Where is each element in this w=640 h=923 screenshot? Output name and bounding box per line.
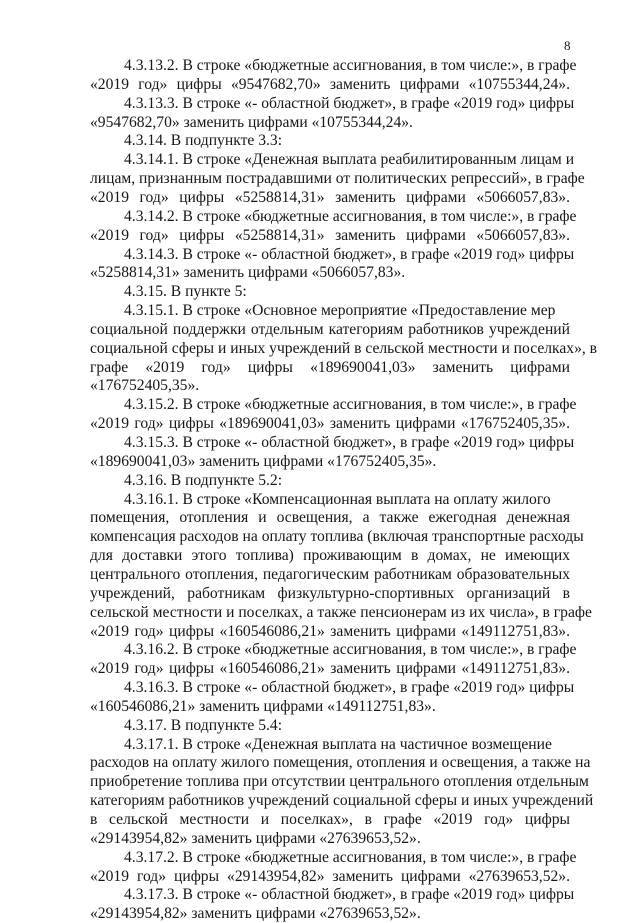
text-line: «189690041,03» заменить цифрами «176752405,35». bbox=[90, 452, 437, 470]
text-line: компенсация расходов на оплату топлива (включая транспортные расходы bbox=[90, 528, 584, 546]
text-line: сельской местности и поселках, а также пенсионерам из их числа», в графе bbox=[90, 603, 592, 621]
text-line: приобретение топлива при отсутствии центрального отопления отдельным bbox=[90, 773, 589, 791]
text-line: расходов на оплату жилого помещения, отопления и освещения, а также на bbox=[90, 754, 591, 772]
text-line: учреждений, работникам физкультурно-спортивных организаций в bbox=[90, 584, 570, 602]
text-line: помещения, отопления и освещения, а также ежегодная денежная bbox=[90, 509, 570, 527]
text-line: «2019 год» цифры «160546086,21» заменить цифрами «149112751,83». bbox=[90, 622, 570, 640]
text-line: «2019 год» цифры «189690041,03» заменить цифрами «176752405,35». bbox=[90, 415, 570, 433]
text-line: 4.3.14.3. В строке «- областной бюджет», в графе «2019 год» цифры bbox=[124, 245, 575, 263]
text-line: «160546086,21» заменить цифрами «149112751,83». bbox=[90, 697, 436, 715]
text-line: «2019 год» цифры «160546086,21» заменить цифрами «149112751,83». bbox=[90, 660, 570, 678]
text-line: «29143954,82» заменить цифрами «27639653,52». bbox=[90, 905, 421, 923]
text-line: 4.3.13.2. В строке «бюджетные ассигнования, в том числе:», в графе bbox=[124, 57, 577, 74]
text-line: «5258814,31» заменить цифрами «5066057,83». bbox=[90, 264, 406, 282]
text-line: 4.3.17.3. В строке «- областной бюджет», в графе «2019 год» цифры bbox=[124, 886, 575, 904]
text-line: для доставки этого топлива) проживающим в домах, не имеющих bbox=[90, 547, 570, 565]
text-line: «2019 год» цифры «5258814,31» заменить цифрами «5066057,83». bbox=[90, 226, 570, 244]
text-line: 4.3.17.1. В строке «Денежная выплата на частичное возмещение bbox=[124, 735, 552, 753]
text-line: 4.3.17. В подпункте 5.4: bbox=[124, 716, 283, 734]
text-line: 4.3.17.2. В строке «бюджетные ассигнования, в том числе:», в графе bbox=[124, 848, 577, 866]
text-line: лицам, признанным пострадавшими от политических репрессий», в графе bbox=[90, 170, 585, 188]
page-number: 8 bbox=[564, 38, 571, 53]
text-line: 4.3.16. В подпункте 5.2: bbox=[124, 471, 283, 489]
text-line: 4.3.15.1. В строке «Основное мероприятие «Предоставление мер bbox=[124, 302, 556, 320]
text-line: 4.3.15.2. В строке «бюджетные ассигнования, в том числе:», в графе bbox=[124, 396, 577, 414]
text-line: 4.3.15.3. В строке «- областной бюджет», в графе «2019 год» цифры bbox=[124, 434, 575, 451]
text-line: социальной поддержки отдельным категориям работников учреждений bbox=[90, 320, 570, 338]
text-line: «176752405,35». bbox=[90, 377, 200, 395]
text-line: в сельской местности и поселках», в графе «2019 год» цифры bbox=[90, 811, 570, 828]
text-line: 4.3.16.1. В строке «Компенсационная выплата на оплату жилого bbox=[124, 490, 551, 508]
text-line: 4.3.14. В подпункте 3.3: bbox=[124, 132, 283, 150]
text-line: «9547682,70» заменить цифрами «10755344,24». bbox=[90, 113, 413, 131]
text-line: категориям работников учреждений социальной сферы и иных учреждений bbox=[90, 792, 594, 810]
text-line: «2019 год» цифры «9547682,70» заменить цифрами «10755344,24». bbox=[90, 75, 570, 93]
text-line: социальной сферы и иных учреждений в сельской местности и поселках», в bbox=[90, 339, 598, 357]
text-line: 4.3.13.3. В строке «- областной бюджет», в графе «2019 год» цифры bbox=[124, 94, 575, 112]
text-line: «2019 год» цифры «29143954,82» заменить цифрами «27639653,52». bbox=[90, 867, 570, 885]
text-line: 4.3.14.1. В строке «Денежная выплата реабилитированным лицам и bbox=[124, 151, 575, 169]
text-line: центрального отопления, педагогическим работникам образовательных bbox=[90, 565, 570, 583]
text-line: 4.3.16.3. В строке «- областной бюджет», в графе «2019 год» цифры bbox=[124, 679, 575, 697]
text-line: «29143954,82» заменить цифрами «27639653,52». bbox=[90, 829, 421, 847]
text-line: 4.3.16.2. В строке «бюджетные ассигнования, в том числе:», в графе bbox=[124, 641, 577, 659]
text-line: «2019 год» цифры «5258814,31» заменить цифрами «5066057,83». bbox=[90, 188, 570, 206]
text-line: 4.3.14.2. В строке «бюджетные ассигнования, в том числе:», в графе bbox=[124, 207, 577, 225]
text-line: 4.3.15. В пункте 5: bbox=[124, 283, 247, 301]
text-line: графе «2019 год» цифры «189690041,03» заменить цифрами bbox=[90, 358, 570, 376]
